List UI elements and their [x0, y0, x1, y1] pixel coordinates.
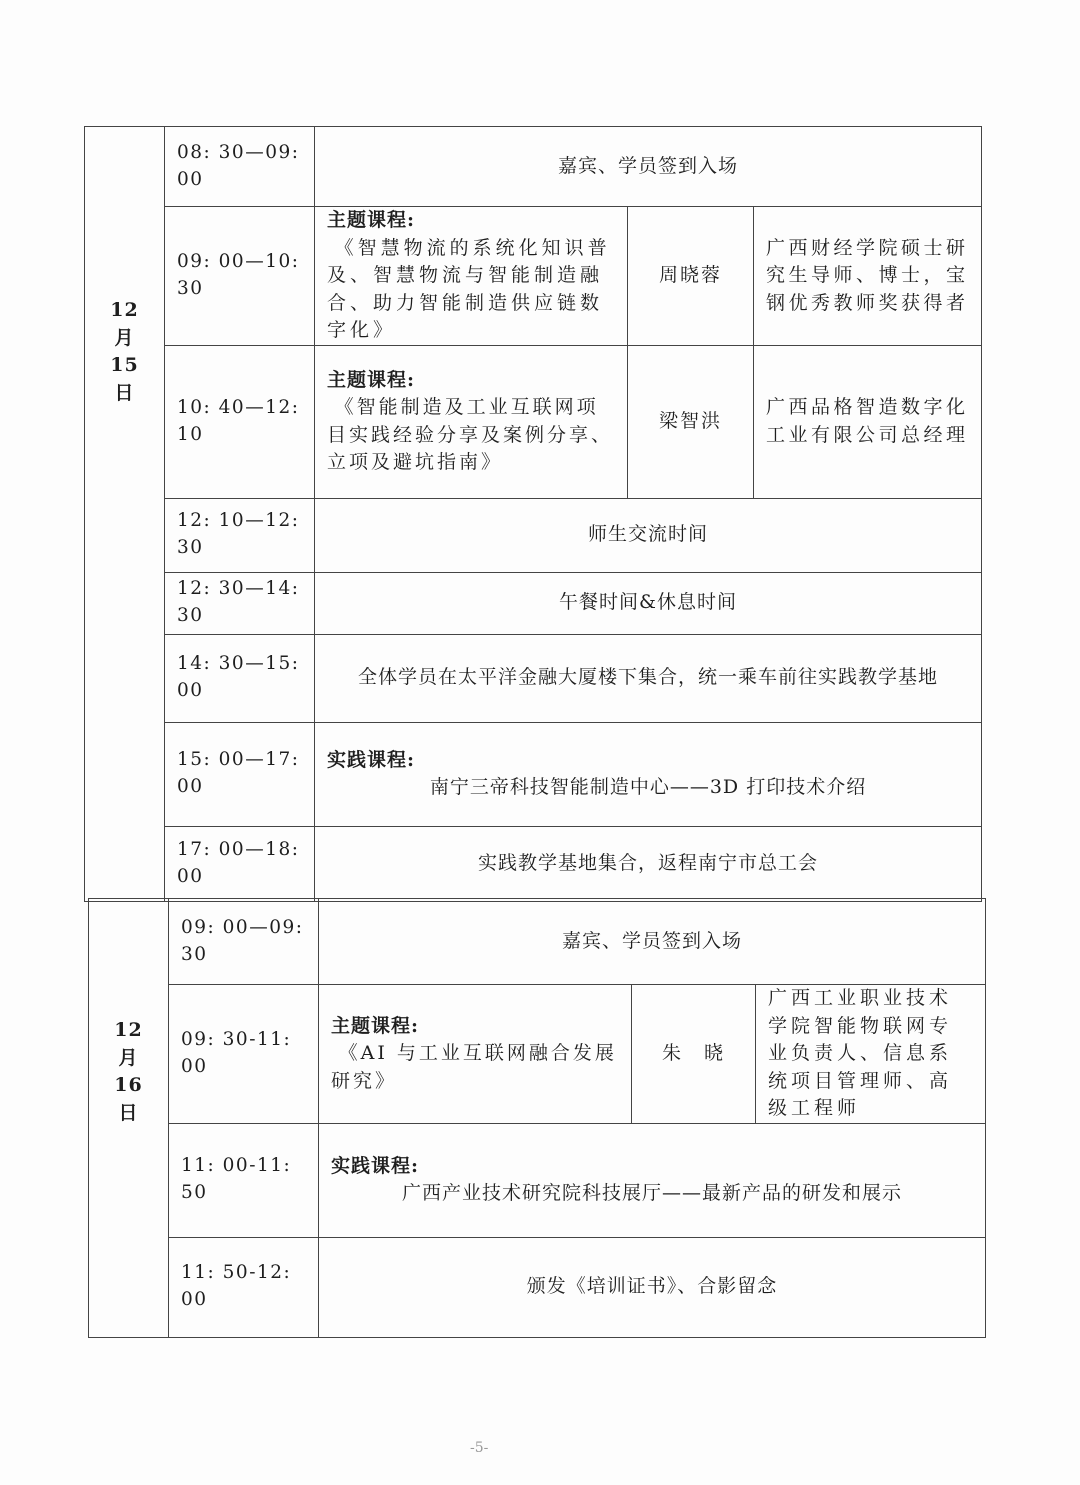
date-month-number: 12	[114, 1019, 143, 1041]
time-cell: 12: 30—14: 30	[165, 572, 315, 634]
table-row	[85, 634, 982, 722]
date-month-char: 月	[118, 1046, 139, 1069]
time-cell: 09: 00—09: 30	[169, 899, 319, 985]
time-cell: 11: 50-12: 00	[169, 1237, 319, 1337]
practice-cell	[315, 722, 982, 826]
time-cell: 17: 00—18: 00	[165, 826, 315, 901]
course-title: 《智慧物流的系统化知识普及、智慧物流与智能制造融合、助力智能制造供应链数字化》	[327, 236, 611, 342]
time-cell: 15: 00—17: 00	[165, 722, 315, 826]
date-day-char: 日	[118, 1101, 139, 1124]
activity-cell: 颁发《培训证书》、合影留念	[319, 1237, 986, 1337]
practice-label: 实践课程:	[327, 748, 416, 771]
course-title: 《AI 与工业互联网融合发展研究》	[331, 1042, 617, 1092]
time-cell: 11: 00-11: 50	[169, 1123, 319, 1237]
table-row	[85, 498, 982, 572]
table-row	[85, 722, 982, 826]
table-row	[85, 127, 982, 207]
practice-cell	[319, 1123, 986, 1237]
speaker-bio: 广西品格智造数字化工业有限公司总经理	[754, 345, 982, 498]
date-day-number: 16	[114, 1074, 143, 1097]
activity-cell: 师生交流时间	[315, 498, 982, 572]
activity-cell: 嘉宾、学员签到入场	[315, 127, 982, 207]
date-cell-dec16	[89, 899, 169, 1338]
speaker-name: 梁智洪	[628, 345, 754, 498]
table-row	[85, 207, 982, 346]
activity-cell: 实践教学基地集合，返程南宁市总工会	[315, 826, 982, 901]
course-label: 主题课程:	[327, 209, 416, 231]
time-cell: 10: 40—12: 10	[165, 345, 315, 498]
course-title: 《智能制造及工业互联网项目实践经验分享及案例分享、立项及避坑指南》	[327, 396, 614, 474]
speaker-bio: 广西财经学院硕士研究生导师、博士，宝钢优秀教师奖获得者	[754, 207, 982, 346]
time-cell: 09: 00—10: 30	[165, 207, 315, 346]
time-cell: 14: 30—15: 00	[165, 634, 315, 722]
date-month-number: 12	[110, 299, 139, 321]
time-cell: 08: 30—09: 00	[165, 127, 315, 207]
table-row	[85, 345, 982, 498]
speaker-name: 周晓蓉	[628, 207, 754, 346]
date-day-char: 日	[114, 381, 135, 404]
course-label: 主题课程:	[327, 368, 416, 391]
table-row	[89, 1123, 986, 1237]
course-cell	[315, 207, 628, 346]
practice-label: 实践课程:	[331, 1154, 420, 1177]
table-row	[89, 899, 986, 985]
practice-description: 南宁三帝科技智能制造中心——3D 打印技术介绍	[429, 776, 867, 799]
date-month-char: 月	[114, 326, 135, 349]
time-cell: 09: 30-11: 00	[169, 985, 319, 1124]
schedule-table-day2	[88, 898, 986, 1338]
date-cell-dec15	[85, 127, 165, 902]
activity-cell: 嘉宾、学员签到入场	[319, 899, 986, 985]
table-row	[85, 826, 982, 901]
activity-cell: 午餐时间&休息时间	[315, 572, 982, 634]
table-row	[89, 1237, 986, 1337]
page-number: -5-	[470, 1440, 489, 1456]
speaker-bio: 广西工业职业技术学院智能物联网专业负责人、信息系统项目管理师、高级工程师	[756, 985, 986, 1124]
practice-description: 广西产业技术研究院科技展厅——最新产品的研发和展示	[402, 1182, 903, 1205]
table-row	[85, 572, 982, 634]
course-label: 主题课程:	[331, 1014, 420, 1037]
schedule-table-day1	[84, 126, 982, 902]
course-cell	[319, 985, 632, 1124]
activity-cell: 全体学员在太平洋金融大厦楼下集合，统一乘车前往实践教学基地	[315, 634, 982, 722]
time-cell: 12: 10—12: 30	[165, 498, 315, 572]
course-cell	[315, 345, 628, 498]
speaker-name: 朱 晓	[632, 985, 756, 1124]
table-row	[89, 985, 986, 1124]
date-day-number: 15	[110, 354, 139, 377]
